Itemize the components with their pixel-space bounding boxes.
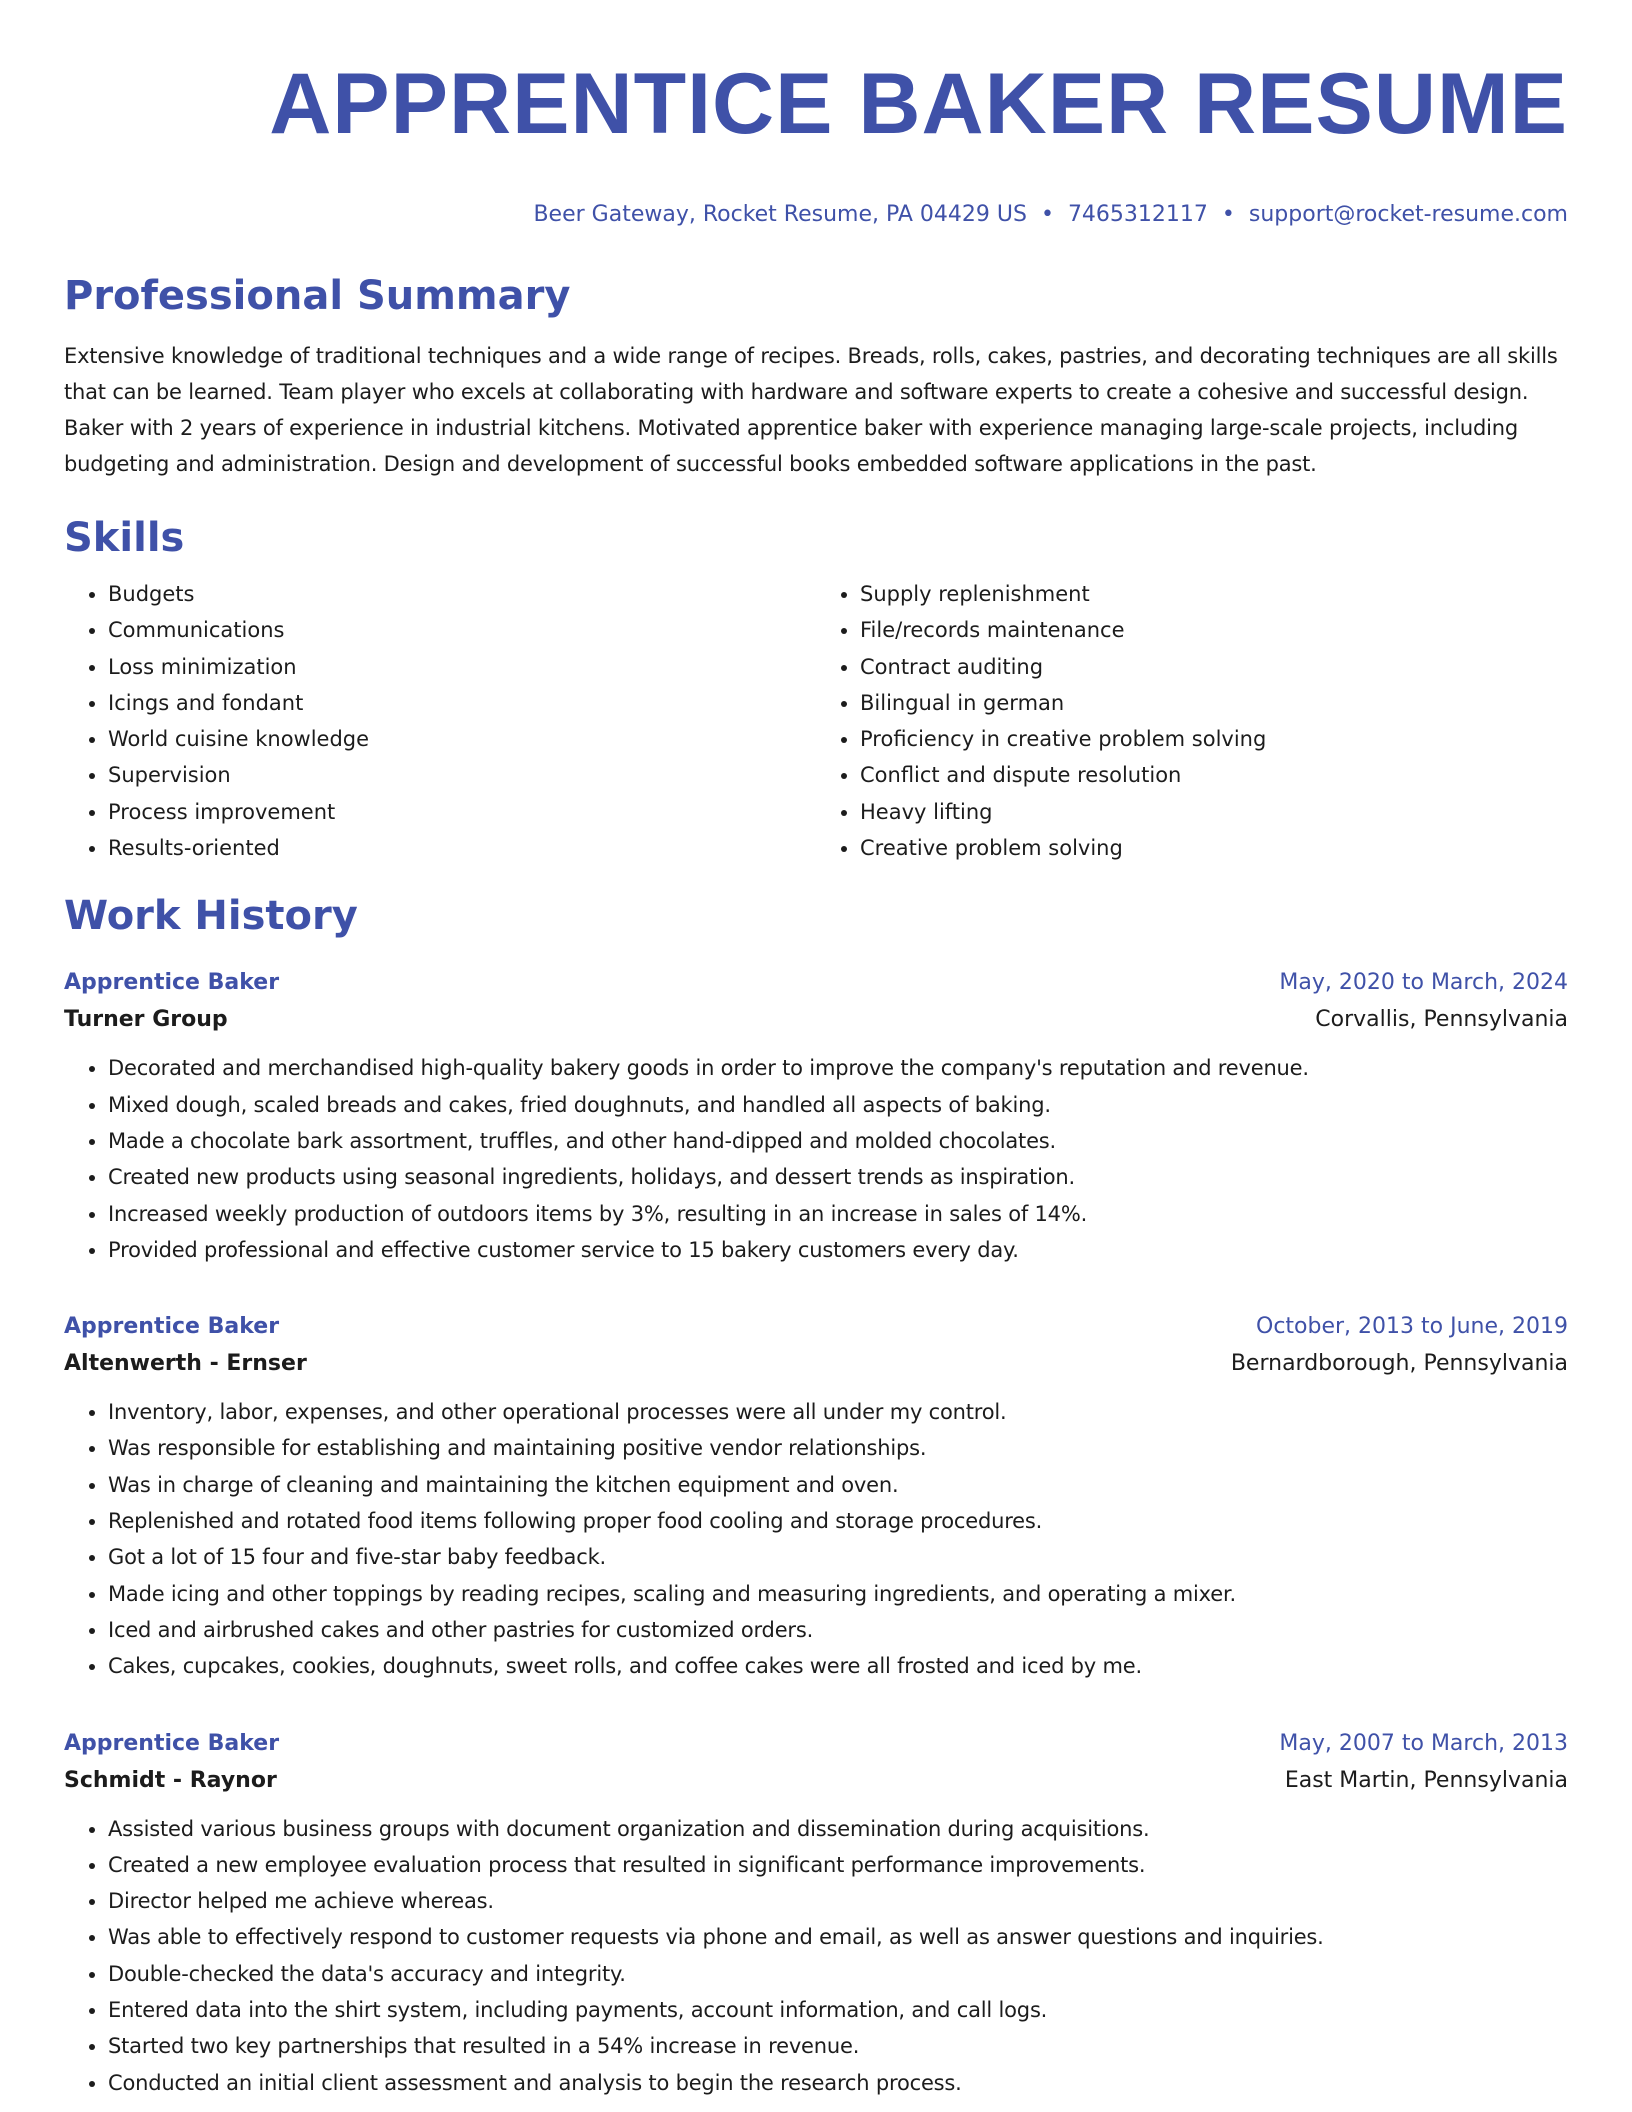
skill-item: • Results-oriented xyxy=(108,830,816,866)
job-title: Apprentice Baker xyxy=(64,970,280,996)
contact-address: Beer Gateway, Rocket Resume, PA 04429 US xyxy=(533,202,1027,227)
job-bullet: • Cakes, cupcakes, cookies, doughnuts, sweet rolls, and coffee cakes were all frosted and iced by me. xyxy=(108,1648,1568,1684)
section-title-skills: Skills xyxy=(64,515,185,561)
job-bullet: • Made a chocolate bark assortment, truffles, and other hand-dipped and molded chocolates. xyxy=(108,1123,1568,1159)
job-company: Altenwerth - Ernser xyxy=(64,1351,307,1377)
skills-columns xyxy=(64,576,1568,866)
job-bullet: • Was responsible for establishing and maintaining positive vendor relationships. xyxy=(108,1430,1568,1466)
job-title: Apprentice Baker xyxy=(64,1314,280,1340)
skill-item: • Budgets xyxy=(108,576,816,612)
contact-line xyxy=(64,200,1568,230)
job-bullet: • Mixed dough, scaled breads and cakes, fried doughnuts, and handled all aspects of baking. xyxy=(108,1087,1568,1123)
job-entry xyxy=(64,1727,1568,2101)
skill-item: • Supply replenishment xyxy=(860,576,1568,612)
skills-list-right xyxy=(816,576,1568,866)
skill-item: • Heavy lifting xyxy=(860,794,1568,830)
job-bullet: • Director helped me achieve whereas. xyxy=(108,1883,1568,1919)
skill-item: • Conflict and dispute resolution xyxy=(860,757,1568,793)
job-bullet: • Was in charge of cleaning and maintaining the kitchen equipment and oven. xyxy=(108,1467,1568,1503)
job-dates: May, 2007 to March, 2013 xyxy=(1279,1730,1568,1756)
job-location: Corvallis, Pennsylvania xyxy=(1315,1007,1568,1033)
skill-item: • Proficiency in creative problem solving xyxy=(860,721,1568,757)
contact-email: support@rocket-resume.com xyxy=(1248,202,1568,227)
job-bullet: • Was able to effectively respond to customer requests via phone and email, as well as answer questions and inquiries. xyxy=(108,1919,1568,1955)
job-company-row xyxy=(64,1000,1568,1040)
section-title-work-history: Work History xyxy=(64,893,358,940)
job-header-row xyxy=(64,1727,1568,1761)
job-bullet: • Replenished and rotated food items following proper food cooling and storage procedures. xyxy=(108,1503,1568,1539)
job-bullets xyxy=(64,1811,1568,2101)
job-bullet: • Created a new employee evaluation process that resulted in significant performance improvements. xyxy=(108,1847,1568,1883)
job-bullets xyxy=(64,1394,1568,1684)
skill-item: • Contract auditing xyxy=(860,649,1568,685)
section-title-summary: Professional Summary xyxy=(64,273,571,319)
job-header-row xyxy=(64,966,1568,1000)
job-bullet: • Got a lot of 15 four and five-star baby feedback. xyxy=(108,1539,1568,1575)
resume-name-title: APPRENTICE BAKER RESUME xyxy=(269,56,1568,152)
skills-list-left xyxy=(64,576,816,866)
skill-item: • Creative problem solving xyxy=(860,830,1568,866)
job-entry xyxy=(64,1310,1568,1684)
job-company: Schmidt - Raynor xyxy=(64,1767,277,1793)
job-location: East Martin, Pennsylvania xyxy=(1284,1767,1568,1793)
job-bullet: • Provided professional and effective customer service to 15 bakery customers every day. xyxy=(108,1232,1568,1268)
job-bullets xyxy=(64,1050,1568,1268)
job-bullet: • Decorated and merchandised high-quality bakery goods in order to improve the company's reputation and revenue. xyxy=(108,1050,1568,1086)
job-bullet: • Made icing and other toppings by reading recipes, scaling and measuring ingredients, and operating a mixer. xyxy=(108,1576,1568,1612)
job-bullet: • Conducted an initial client assessment and analysis to begin the research process. xyxy=(108,2065,1568,2101)
job-entry xyxy=(64,966,1568,1268)
job-bullet: • Entered data into the shirt system, including payments, account information, and call logs. xyxy=(108,1992,1568,2028)
contact-separator: • xyxy=(1040,202,1054,227)
job-location: Bernardborough, Pennsylvania xyxy=(1230,1351,1568,1377)
job-bullet: • Increased weekly production of outdoors items by 3%, resulting in an increase in sales of 14%. xyxy=(108,1196,1568,1232)
job-bullet: • Assisted various business groups with document organization and dissemination during acquisitions. xyxy=(108,1811,1568,1847)
job-dates: May, 2020 to March, 2024 xyxy=(1279,970,1568,996)
job-company-row xyxy=(64,1344,1568,1384)
contact-phone: 7465312117 xyxy=(1067,202,1208,227)
job-bullet: • Double-checked the data's accuracy and integrity. xyxy=(108,1956,1568,1992)
job-company-row xyxy=(64,1761,1568,1801)
job-bullet: • Created new products using seasonal ingredients, holidays, and dessert trends as inspiration. xyxy=(108,1159,1568,1195)
job-header-row xyxy=(64,1310,1568,1344)
skill-item: • Process improvement xyxy=(108,794,816,830)
job-bullet: • Iced and airbrushed cakes and other pastries for customized orders. xyxy=(108,1612,1568,1648)
job-company: Turner Group xyxy=(64,1007,228,1033)
summary-text: Extensive knowledge of traditional techniques and a wide range of recipes. Breads, rolls, cakes, pastries, and decorating techniques are all skills that can be learned. Team player who excels at collaborating with hardware and software experts to create a cohesive and successful design. Baker with 2 years of experience in industrial kitchens. Motivated apprentice baker with experience managing large-scale projects, including budgeting and administration. Design and development of successful books embedded software applications in the past. xyxy=(64,344,1558,476)
skill-item: • World cuisine knowledge xyxy=(108,721,816,757)
skill-item: • Supervision xyxy=(108,757,816,793)
job-bullet: • Started two key partnerships that resulted in a 54% increase in revenue. xyxy=(108,2028,1568,2064)
contact-separator: • xyxy=(1221,202,1235,227)
skill-item: • File/records maintenance xyxy=(860,612,1568,648)
skill-item: • Loss minimization xyxy=(108,649,816,685)
job-title: Apprentice Baker xyxy=(64,1730,280,1756)
skill-item: • Bilingual in german xyxy=(860,685,1568,721)
job-dates: October, 2013 to June, 2019 xyxy=(1256,1314,1568,1340)
skill-item: • Communications xyxy=(108,612,816,648)
skill-item: • Icings and fondant xyxy=(108,685,816,721)
job-bullet: • Inventory, labor, expenses, and other operational processes were all under my control. xyxy=(108,1394,1568,1430)
